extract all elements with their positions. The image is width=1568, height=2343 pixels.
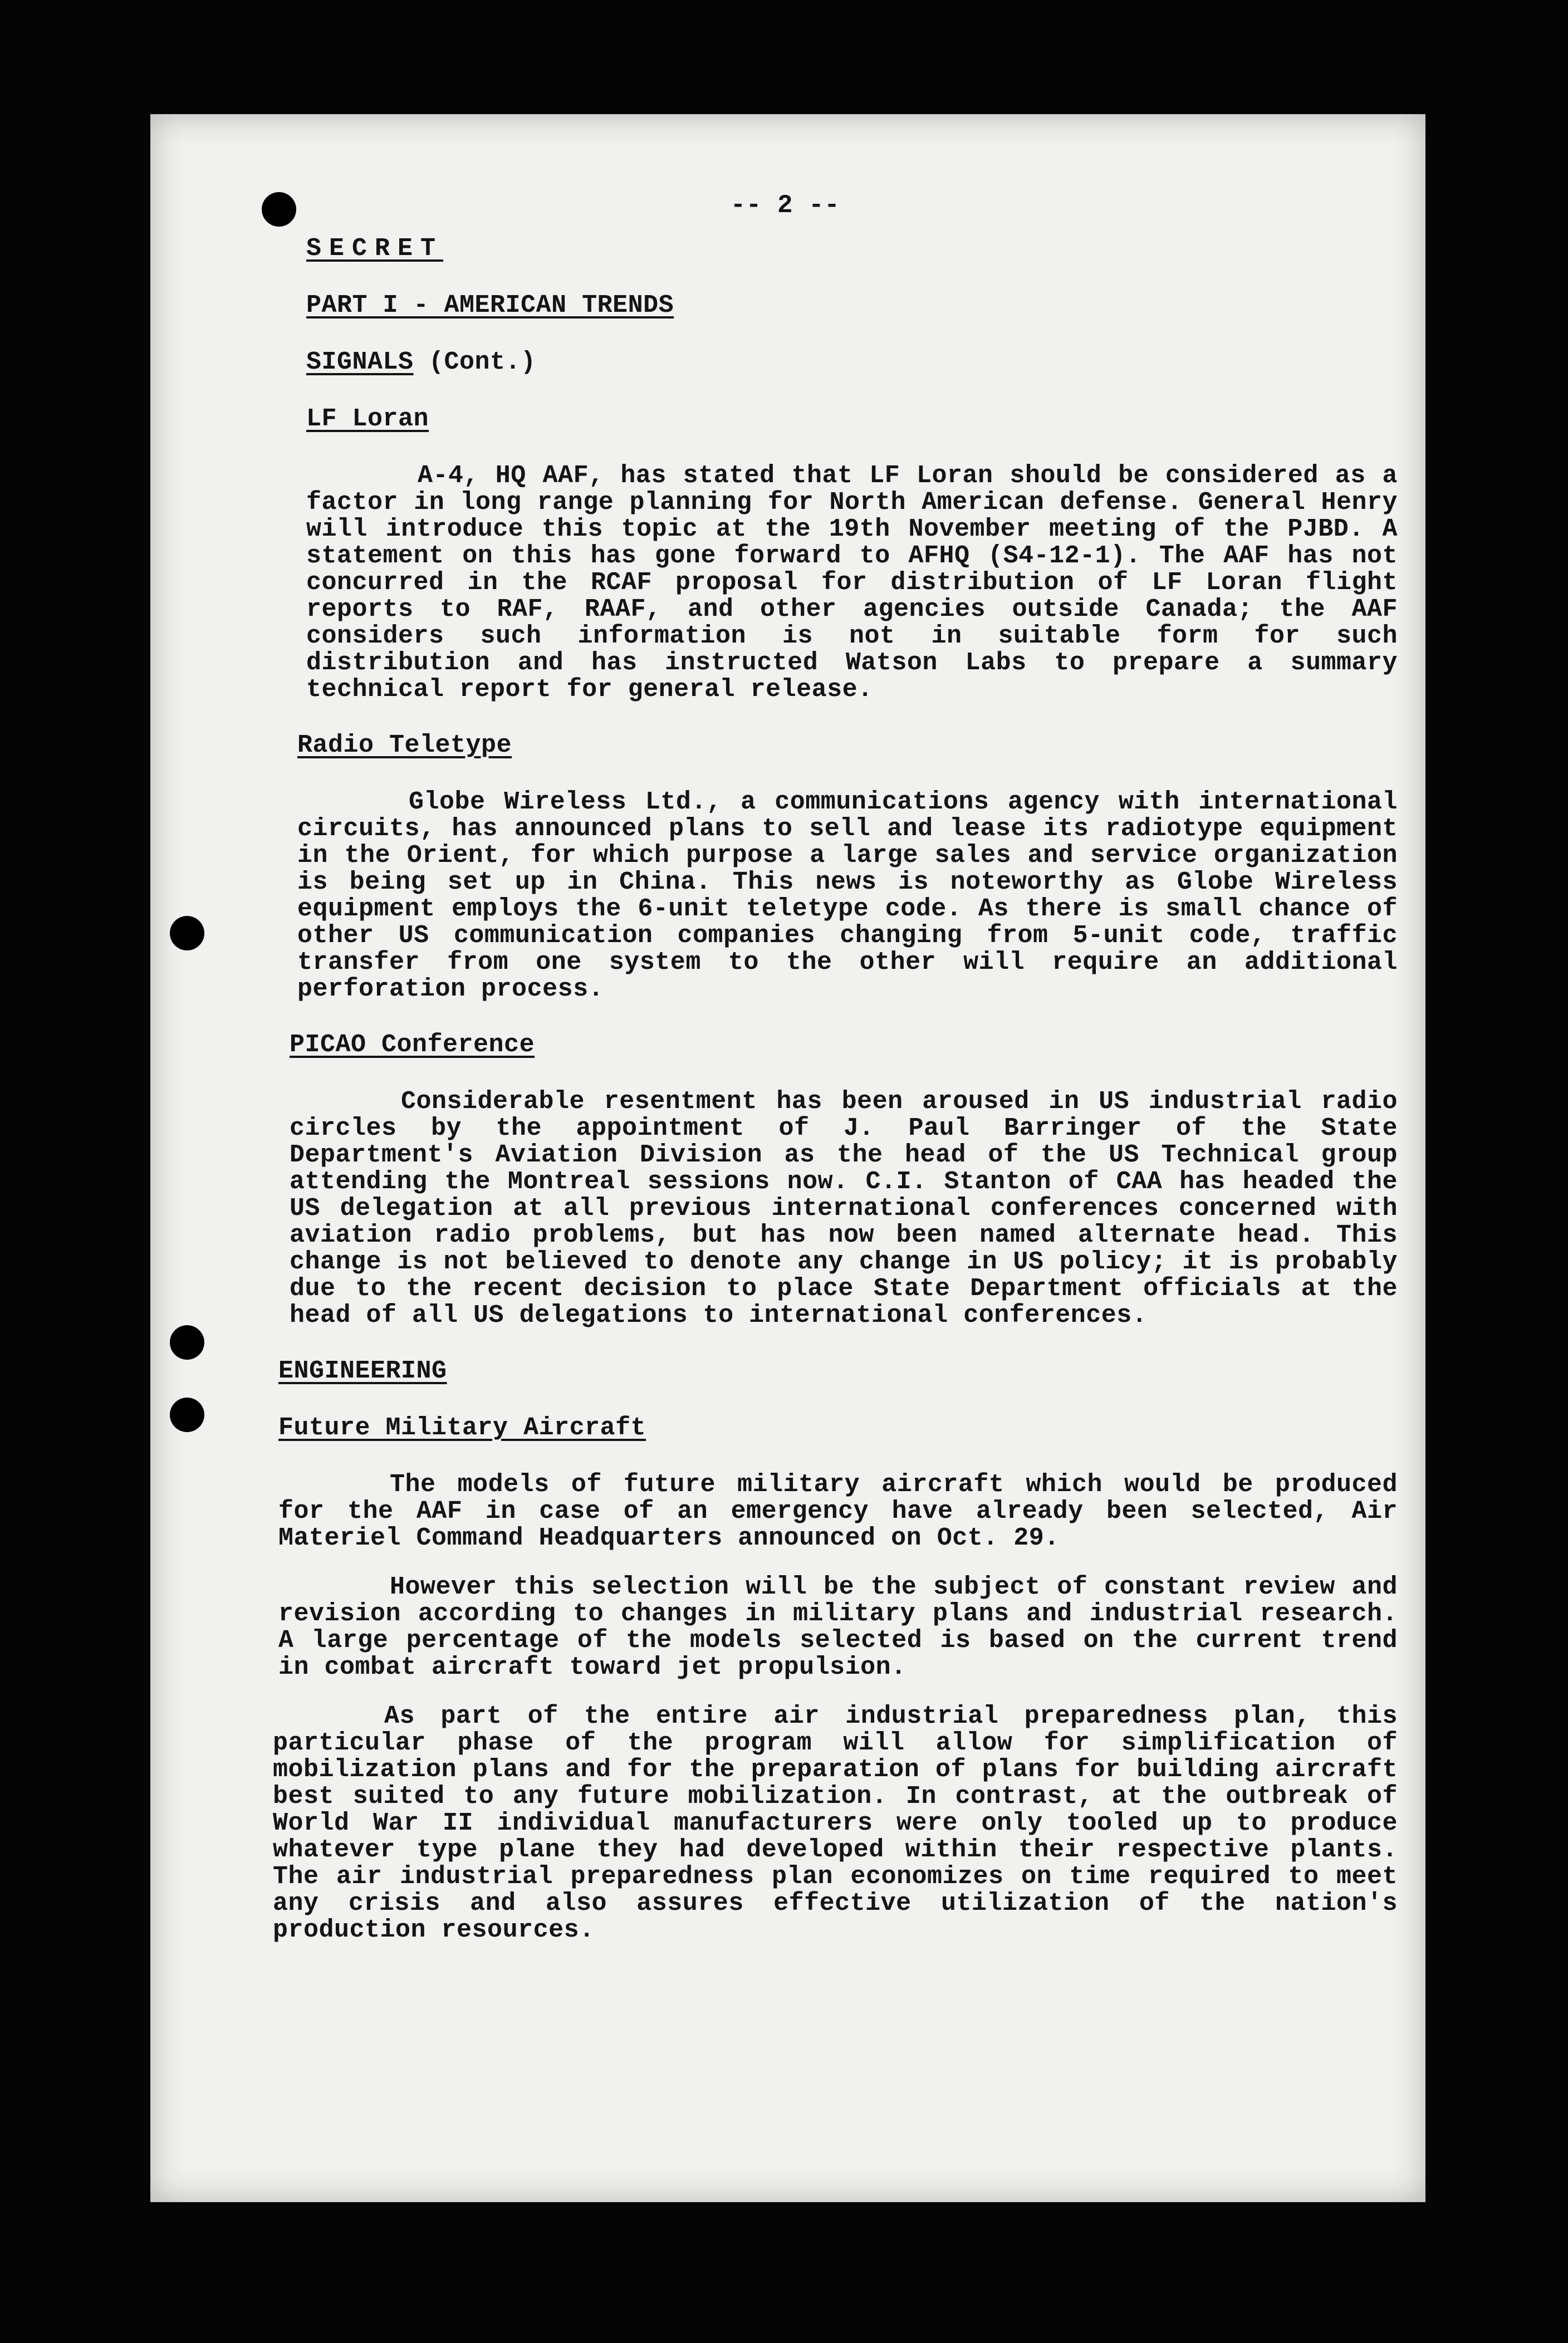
punch-hole-top [262, 192, 296, 227]
paragraph-aircraft-review: However this selection will be the subject of constant review and revision according to changes in military plans and industrial research. A large percentage of the models selected is based on the current trend in combat aircraft toward jet propulsion. [278, 1573, 1398, 1682]
punch-hole-lower-1 [170, 1325, 204, 1360]
classification-marking: SECRET [306, 234, 444, 263]
paragraph-picao-conference: Considerable resentment has been aroused in US industrial radio circles by the appointment of J. Paul Barringer of the State Department's Aviation Division as the head of the US Technical group attending the Montreal sessions now. C.I. Stanton of CAA has headed the US delegation at all previous international conferences concerned with aviation radio problems, but has now been named alternate head. This change is not believed to denote any change in US policy; it is probably due to the recent decision to place State Department officials at the head of all US delegations to international conferences. [290, 1087, 1398, 1330]
subheading-picao-conference: PICAO Conference [290, 1031, 535, 1059]
subheading-radio-teletype: Radio Teletype [297, 731, 512, 759]
part-title: PART I - AMERICAN TRENDS [306, 291, 674, 320]
section-title: SIGNALS [306, 348, 414, 376]
paragraph-lf-loran: A-4, HQ AAF, has stated that LF Loran should be considered as a factor in long range planning for North American defense. General Henry will introduce this topic at the 19th November meeting of the PJBD. A statement on this has gone forward to AFHQ (S4-12-1). The AAF has not concurred in the RCAF proposal for distribution of LF Loran flight reports to RAF, RAAF, and other agencies outside Canada; the AAF considers such information is not in suitable form for such distribution and has instructed Watson Labs to prepare a summary technical report for general release. [306, 462, 1398, 704]
paragraph-radio-teletype: Globe Wireless Ltd., a communications agency with international circuits, has announced plans to sell and lease its radiotype equipment in the Orient, for which purpose a large sales and service organization is being set up in China. This news is noteworthy as Globe Wireless equipment employs the 6-unit teletype code. As there is small chance of other US communication companies changing from 5-unit code, traffic transfer from one system to the other will require an additional perforation process. [297, 788, 1398, 1003]
subheading-lf-loran: LF Loran [306, 405, 429, 433]
document-page [150, 114, 1425, 2202]
paragraph-aircraft-selection: The models of future military aircraft which would be produced for the AAF in case of an emergency have already been selected, Air Materiel Command Headquarters announced on Oct. 29. [278, 1470, 1398, 1552]
punch-hole-middle [170, 916, 204, 950]
subheading-future-military-aircraft: Future Military Aircraft [278, 1414, 646, 1442]
engineering-title: ENGINEERING [278, 1357, 447, 1385]
document-body [273, 191, 1398, 1966]
section-title-suffix: (Cont.) [413, 348, 536, 376]
paragraph-preparedness-plan: As part of the entire air industrial preparedness plan, this particular phase of the program will allow for simplification of mobilization plans and for the preparation of plans for building aircraft best suited to any future mobilization. In contrast, at the outbreak of World War II individual manufacturers were only tooled up to produce whatever type plane they had developed within their respective plants. The air industrial preparedness plan economizes on time required to meet any crisis and also assures effective utilization of the nation's production resources. [273, 1702, 1398, 1944]
punch-hole-lower-2 [170, 1398, 204, 1432]
page-number: -- 2 -- [730, 191, 840, 220]
